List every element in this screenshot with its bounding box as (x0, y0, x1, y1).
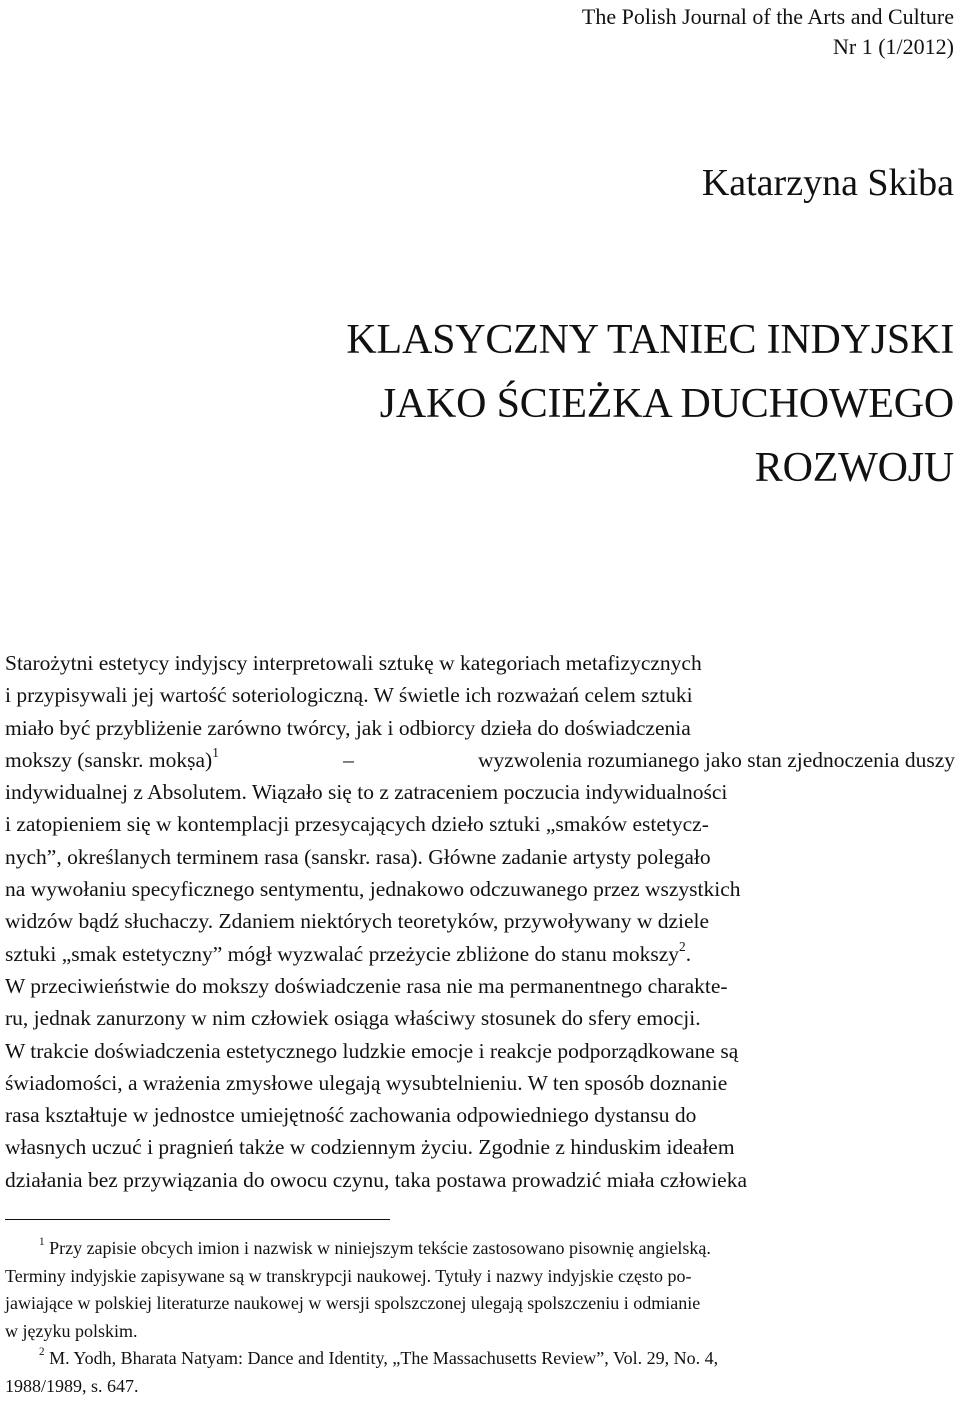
title-line: ROZWOJU (754, 445, 954, 491)
text-line (5, 744, 955, 776)
text-line: miało być przybliżenie zarówno twórcy, jak i odbiorcy dzieła do doświadczenia (5, 715, 691, 740)
footnote-1-line (5, 1235, 955, 1263)
footnote-1-line: Terminy indyjskie zapisywane są w transkrypcji naukowej. Tytuły i nazwy indyjskie często po- (5, 1265, 692, 1286)
text-line: świadomości, a wrażenia zmysłowe ulegają wysubtelnieniu. W ten sposób doznanie (5, 1070, 728, 1095)
text-line: na wywołaniu specyficznego sentymentu, jednakowo odczuwanego przez wszystkich (5, 877, 741, 902)
text-line: W trakcie doświadczenia estetycznego ludzkie emocje i reakcje podporządkowane są (5, 1038, 739, 1063)
text-line: indywidualnej z Absolutem. Wiązało się to z zatraceniem poczucia indywidualności (5, 780, 728, 805)
footnote-text: M. Yodh, Bharata Natyam: Dance and Identity, „The Massachusetts Review”, Vol. 29, No. 4, (49, 1348, 719, 1368)
text-line: własnych uczuć i pragnień także w codziennym życiu. Zgodnie z hinduskim ideałem (5, 1135, 735, 1160)
em-dash: – (343, 747, 354, 772)
text-segment: wyzwolenia rozumianego jako stan zjednoczenia duszy (477, 747, 955, 772)
footnote-text: Przy zapisie obcych imion i nazwisk w niniejszym tekście zastosowano pisownię angielską. (49, 1238, 711, 1258)
footnote-marker: 1 (39, 1236, 45, 1249)
journal-header (582, 2, 954, 62)
text-line: Starożytni estetycy indyjscy interpretowali sztukę w kategoriach metafizycznych (5, 651, 702, 675)
text-line: działania bez przywiązania do owocu czynu, taka postawa prowadzić miała człowieka (5, 1167, 748, 1192)
footnote-ref[interactable]: 1 (212, 744, 219, 760)
footnote-1-line: jawiające w polskiej literaturze naukowej w wersji spolszczonej ulegają spolszczeniu i odmianie (5, 1293, 701, 1313)
footnote-divider (5, 1219, 390, 1220)
text-segment: mokszy (sanskr. mokṣa) (5, 747, 213, 772)
text-line: i zatopieniem się w kontemplacji przesycających dzieło sztuki „smaków estetycz- (5, 812, 709, 837)
body-paragraph (5, 647, 955, 1196)
footnote-ref[interactable]: 2 (679, 938, 686, 954)
footnotes (5, 1235, 955, 1400)
footnote-2-line: 1988/1989, s. 647. (5, 1375, 139, 1396)
footnote-marker: 2 (39, 1346, 45, 1359)
article-author: Katarzyna Skiba (701, 162, 954, 204)
text-line: rasa kształtuje w jednostce umiejętność zachowania odpowiedniego dystansu do (5, 1103, 697, 1128)
text-line: widzów bądź słuchaczy. Zdaniem niektórych teoretyków, przywoływany w dziele (5, 909, 710, 934)
title-line: KLASYCZNY TANIEC INDYJSKI (346, 317, 954, 363)
text-segment: sztuki „smak estetyczny” mógł wyzwalać przeżycie zbliżone do stanu mokszy (5, 941, 680, 966)
footnote-2-line (5, 1345, 955, 1373)
text-line: W przeciwieństwie do mokszy doświadczenie rasa nie ma permanentnego charakte- (5, 973, 728, 998)
article-title (346, 308, 954, 500)
text-line: nych”, określanych terminem rasa (sanskr. rasa). Główne zadanie artysty polegało (5, 844, 711, 869)
text-line: sztuki „smak estetyczny” mógł wyzwalać przeżycie zbliżone do stanu mokszy$^2$. (5, 938, 692, 966)
text-line: i przypisywali jej wartość soteriologiczną. W świetle ich rozważań celem sztuki (5, 683, 693, 708)
journal-name: The Polish Journal of the Arts and Culture (581, 4, 954, 29)
text-line: ru, jednak zanurzony w nim człowiek osiąga właściwy stosunek do sfery emocji. (5, 1006, 701, 1031)
footnote-1-line: w języku polskim. (5, 1320, 138, 1341)
title-line: JAKO ŚCIEŻKA DUCHOWEGO (379, 381, 954, 427)
journal-issue: Nr 1 (1/2012) (833, 34, 954, 59)
